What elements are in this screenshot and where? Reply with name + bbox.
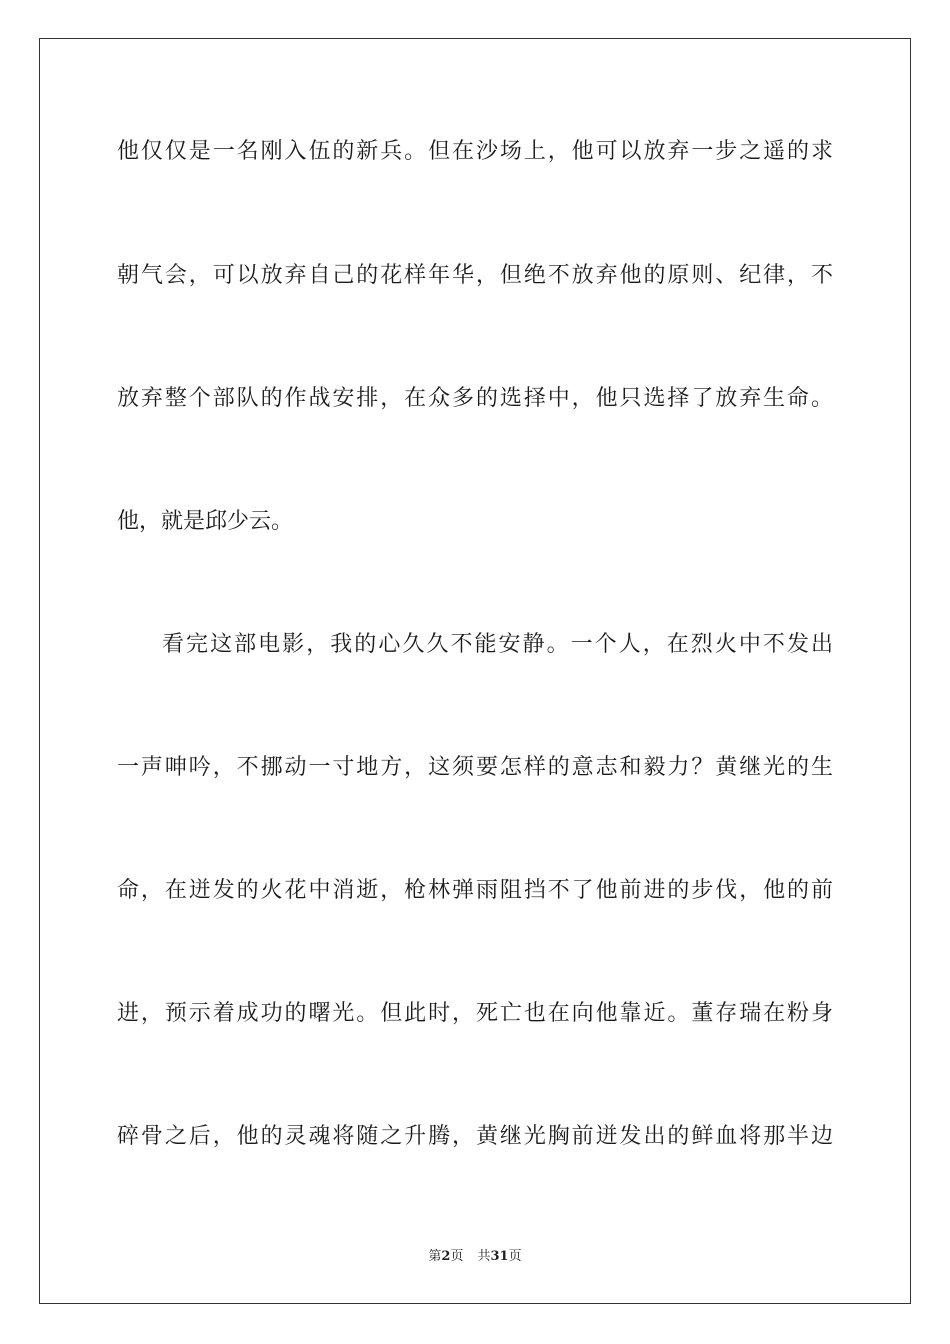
- footer-page-number: 2: [441, 1249, 451, 1264]
- text-line-3: 放弃整个部队的作战安排，在众多的选择中，他只选择了放弃生命。: [117, 386, 833, 411]
- footer-page-prefix: 第: [428, 1249, 442, 1264]
- text-line-2: 朝气会，可以放弃自己的花样年华，但绝不放弃他的原则、纪律，不: [117, 263, 833, 288]
- text-line-7: 命，在迸发的火花中消逝，枪林弹雨阻挡不了他前进的步伐，他的前: [117, 878, 833, 903]
- text-line-9: 碎骨之后，他的灵魂将随之升腾，黄继光胸前迸发出的鲜血将那半边: [117, 1124, 833, 1149]
- text-line-5: 看完这部电影，我的心久久不能安静。一个人，在烈火中不发出: [162, 632, 833, 657]
- footer-total-pages: 31: [490, 1249, 509, 1264]
- text-line-8: 进，预示着成功的曙光。但此时，死亡也在向他靠近。董存瑞在粉身: [117, 1001, 833, 1026]
- footer-total-suffix: 页: [508, 1249, 522, 1264]
- page-border: [39, 38, 911, 1304]
- text-line-1: 他仅仅是一名刚入伍的新兵。但在沙场上，他可以放弃一步之遥的求: [117, 139, 833, 164]
- footer-total-prefix: 共: [477, 1249, 491, 1264]
- text-line-6: 一声呻吟，不挪动一寸地方，这须要怎样的意志和毅力？黄继光的生: [117, 755, 833, 780]
- text-line-4: 他，就是邱少云。: [117, 509, 294, 534]
- page-footer: [0, 1248, 950, 1266]
- footer-page-suffix: 页: [450, 1249, 464, 1264]
